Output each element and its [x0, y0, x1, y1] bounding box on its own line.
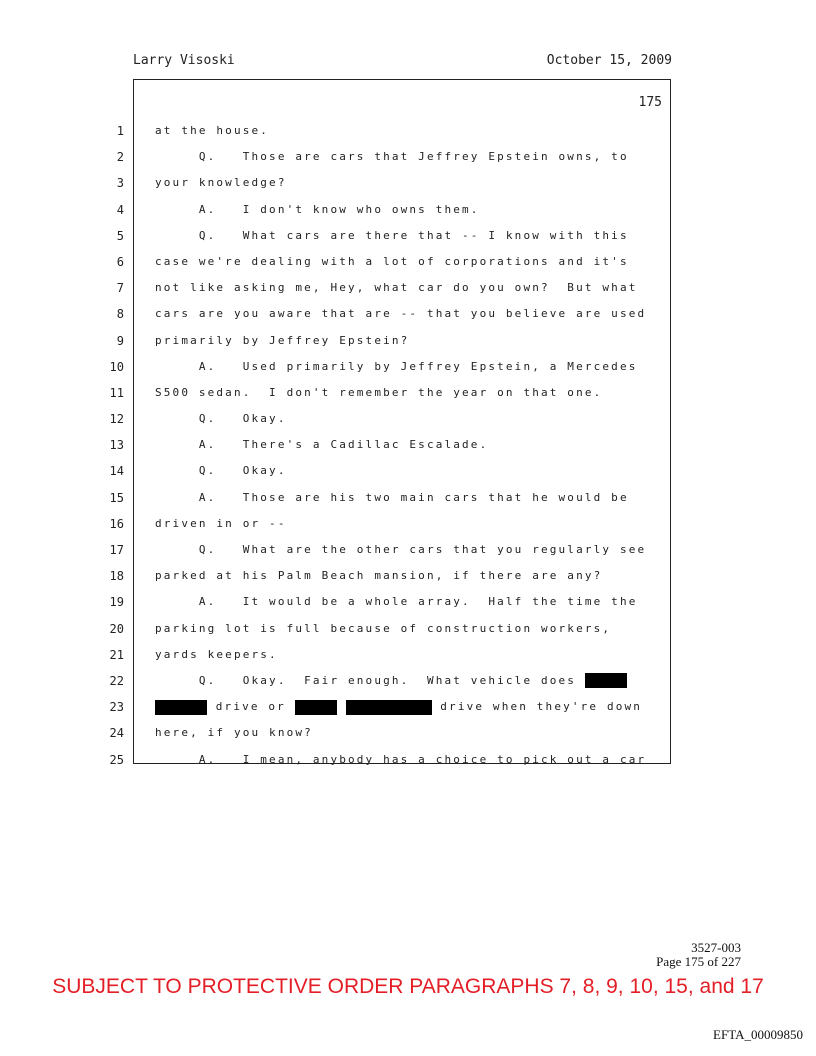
transcript-line: A. Those are his two main cars that he would be	[155, 490, 629, 504]
transcript-page-number: 175	[638, 95, 662, 110]
transcript-text	[155, 118, 665, 773]
transcript-line: A. I mean, anybody has a choice to pick out a car	[155, 752, 647, 766]
line-number: 14	[109, 464, 124, 479]
line-number: 4	[116, 202, 124, 217]
redaction-box	[585, 673, 627, 688]
line-number: 6	[116, 254, 124, 269]
line-number: 8	[116, 307, 124, 322]
transcript-line: A. I don't know who owns them.	[155, 202, 480, 216]
transcript-line: Q. Those are cars that Jeffrey Epstein owns, to	[155, 150, 629, 164]
line-23-part: drive when they're down	[431, 700, 643, 714]
transcript-margin-rule	[133, 79, 134, 764]
line-number: 1	[116, 124, 124, 138]
transcript-line: at the house.	[155, 124, 270, 137]
redaction-box	[155, 700, 207, 715]
transcript-line: here, if you know?	[155, 726, 313, 740]
transcript-line: parked at his Palm Beach mansion, if there are any?	[155, 569, 603, 583]
line-number: 12	[109, 412, 124, 427]
page-of-count: Page 175 of 227	[656, 954, 741, 969]
transcript-line: yards keepers.	[155, 647, 278, 661]
line-number: 3	[116, 176, 124, 191]
transcript-line: A. It would be a whole array. Half the time the	[155, 595, 638, 609]
document-id: 3527-003	[691, 940, 741, 955]
redaction-box	[346, 700, 432, 715]
transcript-line: case we're dealing with a lot of corporations and it's	[155, 254, 629, 268]
line-number: 16	[109, 516, 124, 531]
line-number: 23	[109, 700, 124, 715]
transcript-line: primarily by Jeffrey Epstein?	[155, 333, 410, 347]
line-number: 2	[116, 150, 124, 165]
line-number: 5	[116, 228, 124, 243]
transcript-line-23	[155, 694, 665, 720]
transcript-line: driven in or --	[155, 516, 287, 530]
line-22-text: Q. Okay. Fair enough. What vehicle does	[155, 673, 585, 687]
transcript-line: A. Used primarily by Jeffrey Epstein, a Mercedes	[155, 359, 638, 373]
line-number: 22	[109, 673, 124, 688]
line-number-column	[90, 118, 124, 773]
line-number: 9	[116, 333, 124, 348]
redaction-box	[295, 700, 337, 715]
transcript-line: S500 sedan. I don't remember the year on that one.	[155, 385, 603, 399]
line-number: 10	[109, 359, 124, 374]
line-number: 19	[109, 595, 124, 610]
line-number: 15	[109, 490, 124, 505]
line-number: 25	[109, 752, 124, 767]
line-number: 13	[109, 438, 124, 453]
line-number: 21	[109, 647, 124, 662]
transcript-line: your knowledge?	[155, 176, 287, 190]
protective-order-notice: SUBJECT TO PROTECTIVE ORDER PARAGRAPHS 7, 8, 9, 10, 15, and 17	[52, 975, 764, 998]
transcript-line: cars are you aware that are -- that you believe are used	[155, 307, 647, 321]
witness-name: Larry Visoski	[133, 53, 235, 68]
transcript-line: parking lot is full because of construction workers,	[155, 621, 612, 635]
transcript-line: not like asking me, Hey, what car do you own? But what	[155, 281, 638, 295]
line-23-part	[337, 700, 346, 713]
line-number: 18	[109, 569, 124, 584]
transcript-line-22	[155, 668, 665, 694]
transcript-line: A. There's a Cadillac Escalade.	[155, 438, 489, 452]
document-code	[656, 941, 741, 969]
line-number: 7	[116, 281, 124, 296]
transcript-line: Q. What are the other cars that you regularly see	[155, 543, 647, 556]
line-23-part: drive or	[207, 700, 295, 714]
line-number: 11	[109, 385, 124, 400]
line-number: 24	[109, 726, 124, 741]
transcript-line: Q. Okay.	[155, 464, 287, 478]
bates-number: EFTA_00009850	[713, 1027, 803, 1042]
transcript-line: Q. What cars are there that -- I know with this	[155, 228, 629, 242]
line-number: 20	[109, 621, 124, 636]
line-number: 17	[109, 543, 124, 557]
transcript-line: Q. Okay.	[155, 412, 287, 426]
deposition-date: October 15, 2009	[546, 53, 672, 68]
